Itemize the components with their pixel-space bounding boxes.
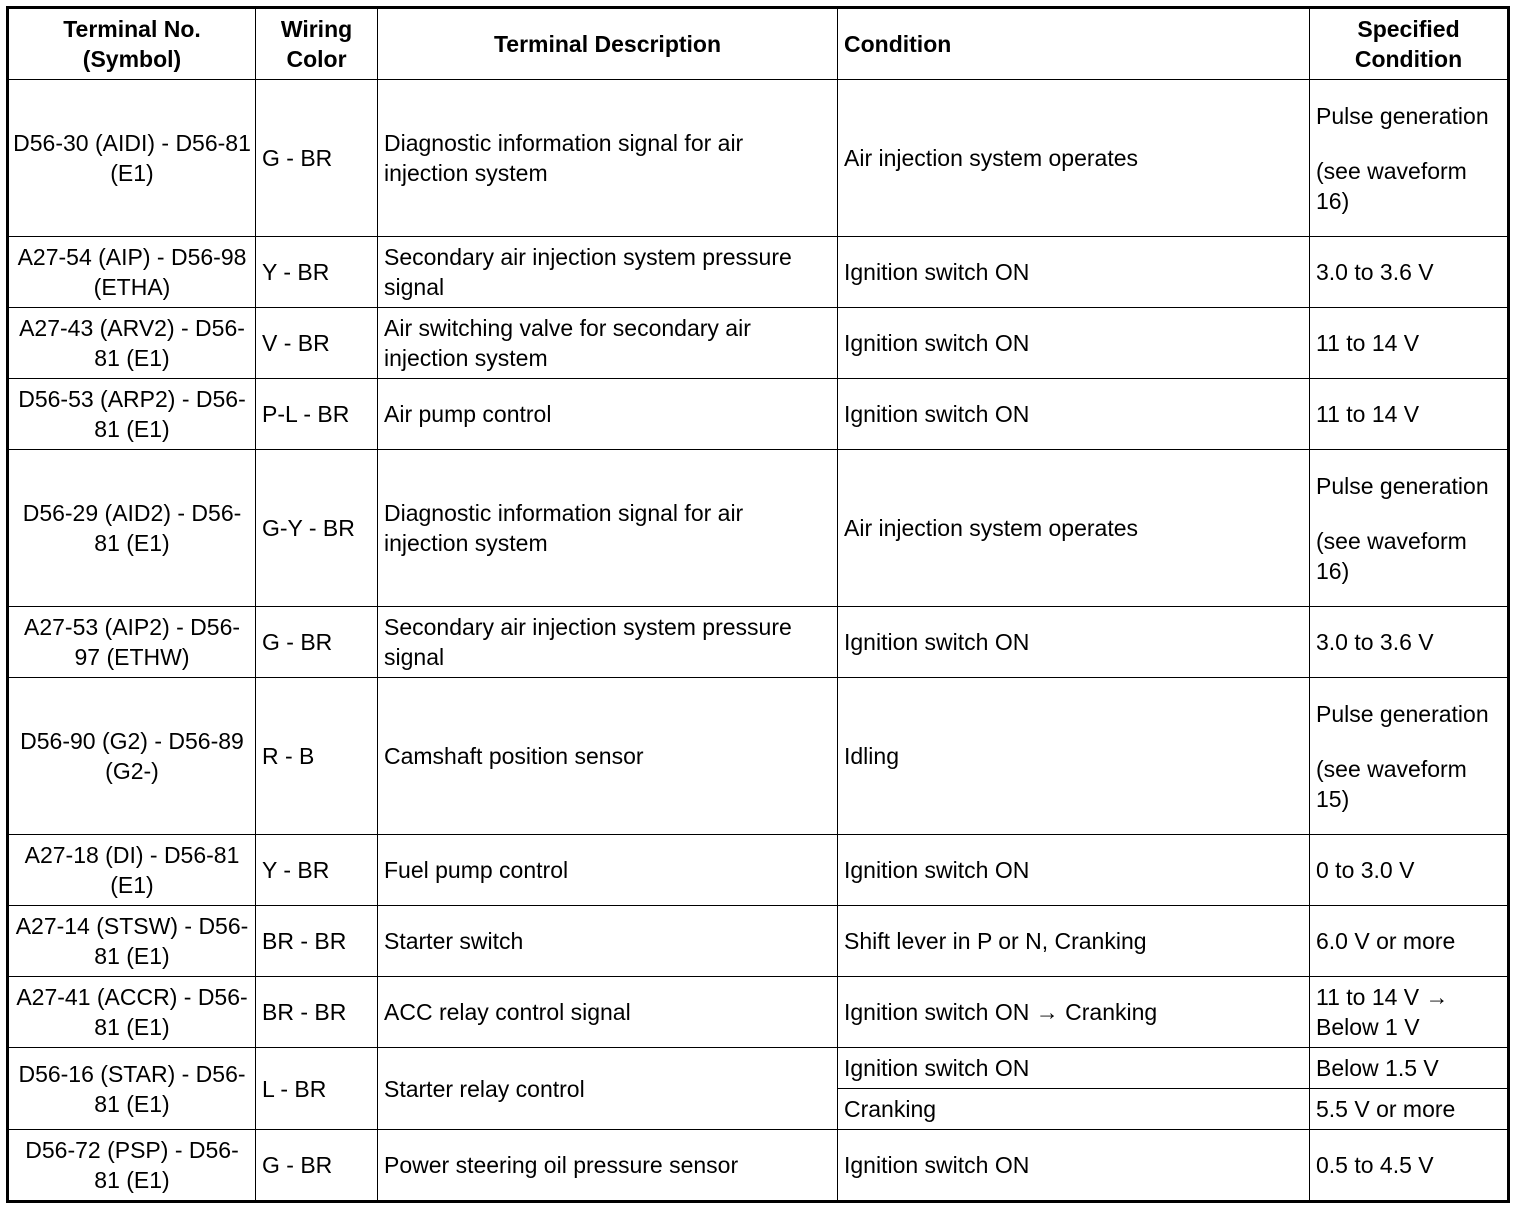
terminal-cell: A27-41 (ACCR) - D56-81 (E1) — [8, 977, 256, 1048]
wiring-color-cell: L - BR — [256, 1048, 378, 1130]
header-specified-condition: Specified Condition — [1310, 8, 1509, 80]
specified-condition-cell: 3.0 to 3.6 V — [1310, 607, 1509, 678]
terminal-cell: A27-53 (AIP2) - D56-97 (ETHW) — [8, 607, 256, 678]
description-cell: Secondary air injection system pressure signal — [378, 607, 838, 678]
condition-cell: Shift lever in P or N, Cranking — [838, 906, 1310, 977]
terminal-cell: D56-29 (AID2) - D56-81 (E1) — [8, 450, 256, 607]
specified-condition-cell: 0.5 to 4.5 V — [1310, 1130, 1509, 1202]
condition-cell: Ignition switch ON — [838, 308, 1310, 379]
terminal-cell: D56-30 (AIDI) - D56-81 (E1) — [8, 80, 256, 237]
terminal-spec-table — [6, 6, 1510, 1203]
specified-condition-cell: 6.0 V or more — [1310, 906, 1509, 977]
wiring-color-cell: R - B — [256, 678, 378, 835]
table-row — [8, 308, 1509, 379]
table-row — [8, 977, 1509, 1048]
specified-condition-cell: 11 to 14 V → Below 1 V — [1310, 977, 1509, 1048]
description-cell: Diagnostic information signal for air injection system — [378, 80, 838, 237]
header-terminal: Terminal No. (Symbol) — [8, 8, 256, 80]
condition-cell: Ignition switch ON — [838, 379, 1310, 450]
specified-condition-cell: 3.0 to 3.6 V — [1310, 237, 1509, 308]
specified-condition-cell: 0 to 3.0 V — [1310, 835, 1509, 906]
specified-condition-cell — [1310, 678, 1509, 835]
description-cell: Fuel pump control — [378, 835, 838, 906]
description-cell: Camshaft position sensor — [378, 678, 838, 835]
table-row — [8, 237, 1509, 308]
table-row — [8, 80, 1509, 237]
description-cell: Power steering oil pressure sensor — [378, 1130, 838, 1202]
table-row — [8, 379, 1509, 450]
terminal-cell: A27-14 (STSW) - D56-81 (E1) — [8, 906, 256, 977]
wiring-color-cell: G - BR — [256, 607, 378, 678]
wiring-color-cell: G-Y - BR — [256, 450, 378, 607]
wiring-color-cell: V - BR — [256, 308, 378, 379]
table-row — [8, 1130, 1509, 1202]
header-wiring-color: Wiring Color — [256, 8, 378, 80]
terminal-cell: A27-54 (AIP) - D56-98 (ETHA) — [8, 237, 256, 308]
condition-cell: Ignition switch ON → Cranking — [838, 977, 1310, 1048]
condition-cell: Air injection system operates — [838, 450, 1310, 607]
description-cell: Air pump control — [378, 379, 838, 450]
condition-cell: Idling — [838, 678, 1310, 835]
table-row — [8, 1048, 1509, 1089]
spec-waveform-ref: (see waveform 16) — [1316, 527, 1467, 584]
table-row — [8, 835, 1509, 906]
wiring-color-cell: G - BR — [256, 80, 378, 237]
description-cell: Diagnostic information signal for air injection system — [378, 450, 838, 607]
wiring-color-cell: G - BR — [256, 1130, 378, 1202]
terminal-cell: D56-90 (G2) - D56-89 (G2-) — [8, 678, 256, 835]
table-row — [8, 607, 1509, 678]
specified-condition-cell — [1310, 450, 1509, 607]
specified-condition-cell — [1310, 80, 1509, 237]
spec-waveform-ref: (see waveform 16) — [1316, 157, 1467, 214]
specified-condition-cell: 11 to 14 V — [1310, 308, 1509, 379]
wiring-color-cell: P-L - BR — [256, 379, 378, 450]
wiring-color-cell: Y - BR — [256, 237, 378, 308]
spec-pulse-text: Pulse generation — [1316, 102, 1489, 129]
spec-pulse-text: Pulse generation — [1316, 700, 1489, 727]
description-cell: ACC relay control signal — [378, 977, 838, 1048]
description-cell: Starter relay control — [378, 1048, 838, 1130]
terminal-cell: D56-16 (STAR) - D56-81 (E1) — [8, 1048, 256, 1130]
wiring-color-cell: BR - BR — [256, 977, 378, 1048]
condition-cell: Ignition switch ON — [838, 835, 1310, 906]
condition-cell: Air injection system operates — [838, 80, 1310, 237]
table-header-row — [8, 8, 1509, 80]
condition-cell: Ignition switch ON — [838, 1048, 1310, 1089]
condition-cell: Ignition switch ON — [838, 237, 1310, 308]
table-row — [8, 678, 1509, 835]
condition-cell: Ignition switch ON — [838, 607, 1310, 678]
header-terminal-description: Terminal Description — [378, 8, 838, 80]
spec-waveform-ref: (see waveform 15) — [1316, 755, 1467, 812]
table-row — [8, 906, 1509, 977]
table-row — [8, 450, 1509, 607]
description-cell: Air switching valve for secondary air injection system — [378, 308, 838, 379]
condition-cell: Cranking — [838, 1089, 1310, 1130]
terminal-cell: D56-72 (PSP) - D56-81 (E1) — [8, 1130, 256, 1202]
wiring-color-cell: Y - BR — [256, 835, 378, 906]
wiring-color-cell: BR - BR — [256, 906, 378, 977]
header-condition: Condition — [838, 8, 1310, 80]
description-cell: Starter switch — [378, 906, 838, 977]
terminal-cell: A27-18 (DI) - D56-81 (E1) — [8, 835, 256, 906]
specified-condition-cell: 5.5 V or more — [1310, 1089, 1509, 1130]
terminal-cell: D56-53 (ARP2) - D56-81 (E1) — [8, 379, 256, 450]
specified-condition-cell: 11 to 14 V — [1310, 379, 1509, 450]
specified-condition-cell: Below 1.5 V — [1310, 1048, 1509, 1089]
spec-pulse-text: Pulse generation — [1316, 472, 1489, 499]
terminal-cell: A27-43 (ARV2) - D56-81 (E1) — [8, 308, 256, 379]
description-cell: Secondary air injection system pressure signal — [378, 237, 838, 308]
condition-cell: Ignition switch ON — [838, 1130, 1310, 1202]
